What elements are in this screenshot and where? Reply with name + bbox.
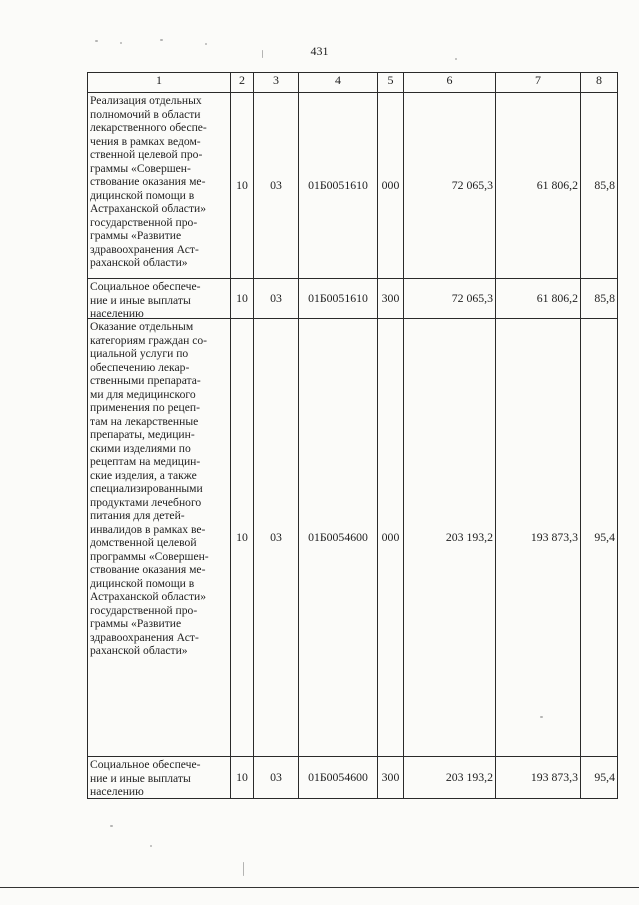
row-4-col-2: 10 — [230, 756, 253, 798]
row-3-col-7: 193 873,3 — [495, 318, 580, 756]
row-2-col-7: 61 806,2 — [495, 278, 580, 318]
table-bottom-border — [87, 798, 618, 799]
description-line: ственными препарата- — [90, 374, 201, 387]
description-line: населению — [90, 785, 144, 798]
page-bottom-rule — [0, 887, 639, 888]
description-line: домственной целевой — [90, 536, 197, 549]
row-4-col-7: 193 873,3 — [495, 756, 580, 798]
description-line: Реализация отдельных — [90, 94, 202, 107]
row-4-col-8: 95,4 — [580, 756, 617, 798]
description-line: обеспечению лекар- — [90, 360, 190, 374]
description-line: рецептам на медицин- — [90, 455, 201, 468]
row-3-col-5: 000 — [377, 318, 403, 756]
row-1-description — [87, 92, 230, 278]
description-line: программы «Совершен- — [90, 549, 209, 563]
row-1-col-5: 000 — [377, 92, 403, 278]
description-line: здравоохранения Аст- — [90, 630, 199, 644]
header-cell-2: 2 — [230, 72, 253, 92]
description-line: ствование оказания ме- — [90, 175, 206, 188]
header-cell-7: 7 — [495, 72, 580, 92]
description-line: раханской области» — [90, 644, 188, 657]
description-line: Астраханской области» — [90, 202, 207, 215]
description-line: Социальное обеспече- — [90, 758, 201, 771]
row-2-col-6: 72 065,3 — [403, 278, 495, 318]
row-3-col-6: 203 193,2 — [403, 318, 495, 756]
description-line: граммы «Развитие — [90, 617, 182, 630]
description-line: ствование оказания ме- — [90, 563, 206, 576]
row-1-col-7: 61 806,2 — [495, 92, 580, 278]
row-2-col-4: 01Б0051610 — [298, 278, 377, 318]
row-4-col-4: 01Б0054600 — [298, 756, 377, 798]
description-line: специализированными — [90, 482, 203, 495]
page-number: 431 — [310, 44, 329, 58]
description-line: граммы «Совершен- — [90, 161, 191, 175]
description-line: ние и иные выплаты — [90, 771, 191, 785]
description-line: продуктами лечебного — [90, 495, 202, 509]
row-3-col-3: 03 — [253, 318, 298, 756]
description-line: чения в рамках ведом- — [90, 134, 201, 148]
row-3-col-4: 01Б0054600 — [298, 318, 377, 756]
row-4-description — [87, 756, 230, 798]
description-line: государственной про- — [90, 215, 198, 229]
row-1-col-4: 01Б0051610 — [298, 92, 377, 278]
description-line: категориям граждан со- — [90, 333, 208, 347]
header-cell-8: 8 — [580, 72, 617, 92]
description-line: ские изделия, а также — [90, 468, 197, 482]
header-cell-4: 4 — [298, 72, 377, 92]
row-1-col-3: 03 — [253, 92, 298, 278]
row-1-col-8: 85,8 — [580, 92, 617, 278]
header-cell-6: 6 — [403, 72, 495, 92]
row-3-description — [87, 318, 230, 756]
row-1-col-2: 10 — [230, 92, 253, 278]
description-line: полномочий в области — [90, 107, 201, 121]
row-1-col-6: 72 065,3 — [403, 92, 495, 278]
description-line: дицинской помощи в — [90, 188, 195, 202]
header-cell-5: 5 — [377, 72, 403, 92]
header-cell-3: 3 — [253, 72, 298, 92]
description-line: Астраханской области» — [90, 590, 207, 603]
row-3-col-2: 10 — [230, 318, 253, 756]
description-line: лекарственного обеспе- — [90, 121, 207, 134]
row-2-description — [87, 278, 230, 318]
description-line: применения по рецеп- — [90, 401, 200, 414]
row-4-col-5: 300 — [377, 756, 403, 798]
description-line: Оказание отдельным — [90, 320, 194, 333]
description-line: скими изделиями по — [90, 441, 191, 455]
description-line: государственной про- — [90, 603, 198, 617]
description-line: инвалидов в рамках ве- — [90, 522, 206, 536]
description-line: граммы «Развитие — [90, 229, 182, 242]
row-4-col-6: 203 193,2 — [403, 756, 495, 798]
row-2-col-8: 85,8 — [580, 278, 617, 318]
header-cell-1: 1 — [87, 72, 230, 92]
description-line: раханской области» — [90, 256, 188, 269]
description-line: ние и иные выплаты — [90, 293, 191, 307]
row-4-col-3: 03 — [253, 756, 298, 798]
row-2-col-2: 10 — [230, 278, 253, 318]
description-line: здравоохранения Аст- — [90, 242, 199, 256]
description-line: циальной услуги по — [90, 347, 189, 360]
description-line: препараты, медицин- — [90, 428, 195, 441]
description-line: Социальное обеспече- — [90, 280, 201, 293]
description-line: дицинской помощи в — [90, 576, 195, 590]
description-line: ми для медицинского — [90, 387, 196, 401]
row-2-col-3: 03 — [253, 278, 298, 318]
row-3-col-8: 95,4 — [580, 318, 617, 756]
table-right-border — [617, 72, 618, 799]
description-line: населению — [90, 307, 144, 320]
description-line: питания для детей- — [90, 509, 185, 522]
description-line: ственной целевой про- — [90, 148, 203, 161]
description-line: там на лекарственные — [90, 414, 199, 428]
row-2-col-5: 300 — [377, 278, 403, 318]
